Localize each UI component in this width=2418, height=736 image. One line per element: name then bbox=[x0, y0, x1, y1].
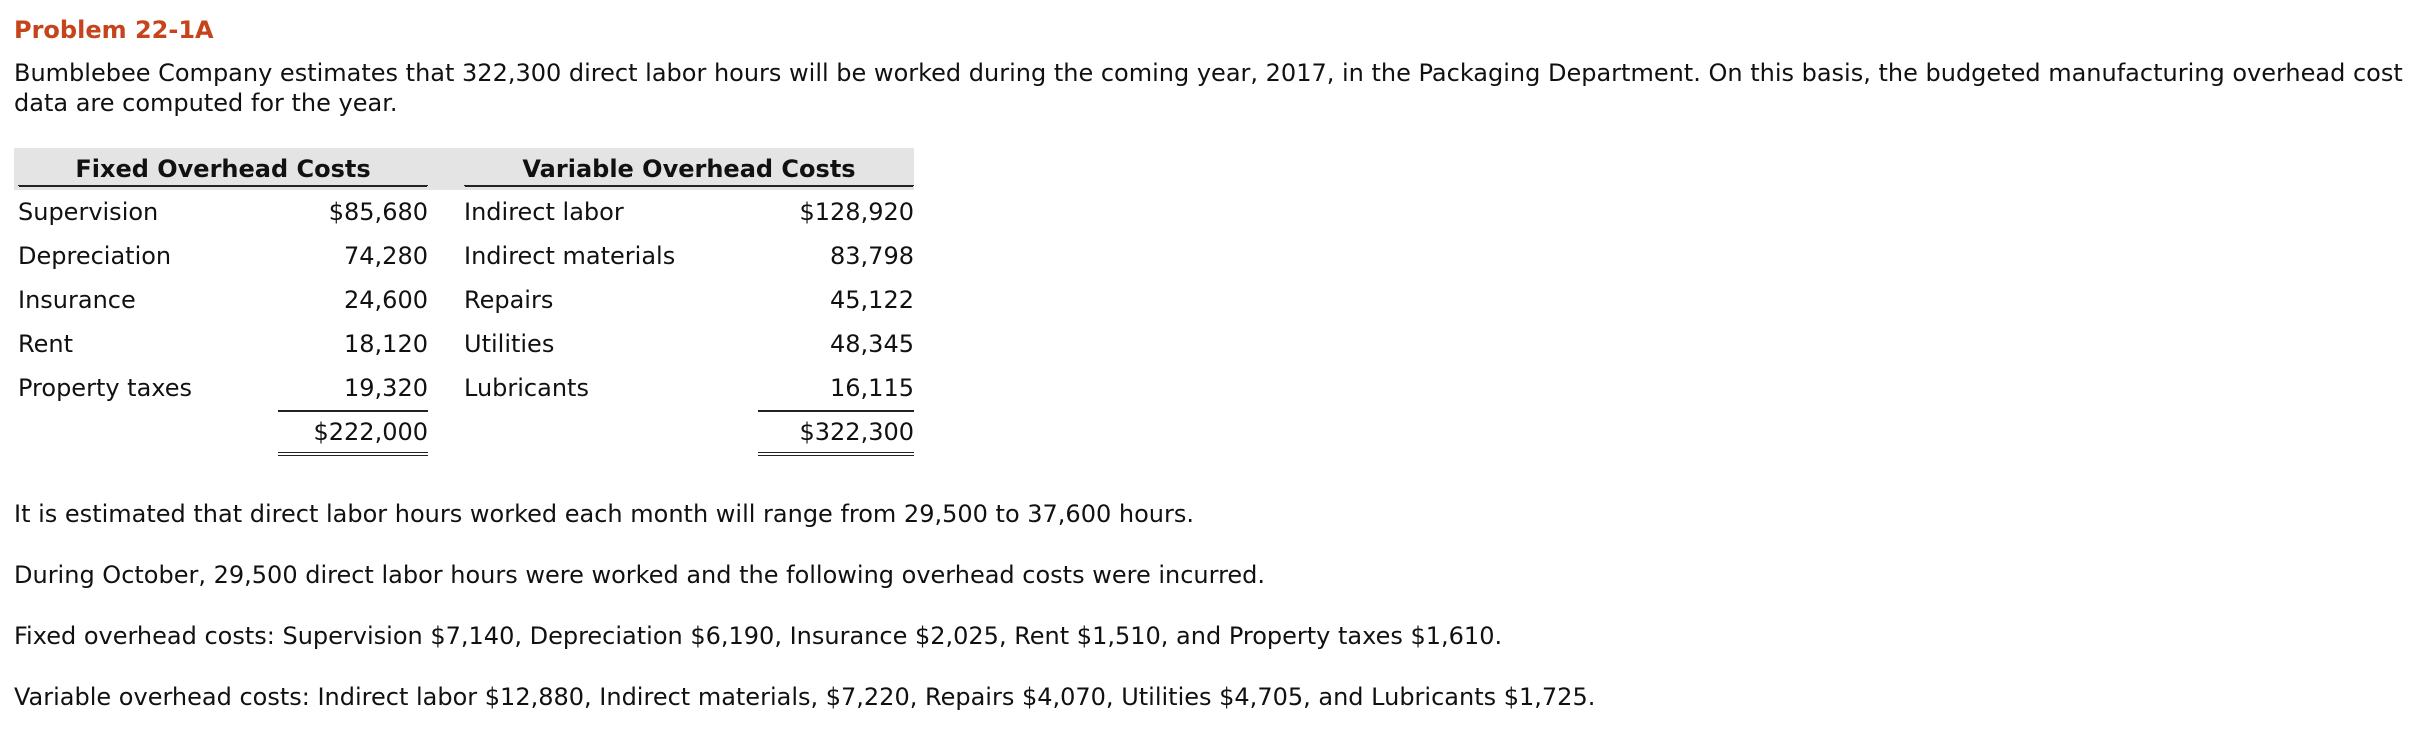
problem-title: Problem 22-1A bbox=[14, 16, 214, 44]
october-paragraph: During October, 29,500 direct labor hours were worked and the following overhead costs were incurred. bbox=[14, 561, 1266, 589]
variable-label: Indirect labor bbox=[464, 198, 624, 226]
variable-label: Repairs bbox=[464, 286, 554, 314]
table-header-row bbox=[14, 148, 914, 190]
table-row bbox=[14, 278, 914, 322]
variable-costs-paragraph: Variable overhead costs: Indirect labor $12,880, Indirect materials, $7,220, Repairs $4,070, Utilities $4,705, and Lubricants $1,725. bbox=[14, 683, 1596, 711]
variable-total: $322,300 bbox=[758, 410, 914, 456]
table-row bbox=[14, 322, 914, 366]
problem-intro: Bumblebee Company estimates that 322,300 direct labor hours will be worked during the coming year, 2017, in the Packaging Department. On this basis, the budgeted manufacturing overhead cost data are computed for the year. bbox=[14, 59, 2403, 117]
variable-value: 48,345 bbox=[830, 330, 914, 358]
fixed-label: Supervision bbox=[18, 198, 159, 226]
variable-label: Lubricants bbox=[464, 374, 589, 402]
variable-value: $128,920 bbox=[799, 198, 914, 226]
fixed-value: 18,120 bbox=[344, 330, 428, 358]
variable-value: 16,115 bbox=[830, 374, 914, 402]
variable-label: Utilities bbox=[464, 330, 555, 358]
fixed-value: 19,320 bbox=[344, 374, 428, 402]
fixed-label: Property taxes bbox=[18, 374, 193, 402]
table-total-row bbox=[14, 410, 914, 456]
variable-label: Indirect materials bbox=[464, 242, 676, 270]
fixed-value: 74,280 bbox=[344, 242, 428, 270]
fixed-label: Rent bbox=[18, 330, 73, 358]
fixed-label: Insurance bbox=[18, 286, 136, 314]
table-row bbox=[14, 234, 914, 278]
variable-value: 45,122 bbox=[830, 286, 914, 314]
variable-value: 83,798 bbox=[830, 242, 914, 270]
fixed-costs-paragraph: Fixed overhead costs: Supervision $7,140, Depreciation $6,190, Insurance $2,025, Rent $1,510, and Property taxes $1,610. bbox=[14, 622, 1503, 650]
fixed-overhead-header: Fixed Overhead Costs bbox=[18, 155, 428, 186]
overhead-cost-table bbox=[14, 148, 914, 456]
fixed-label: Depreciation bbox=[18, 242, 172, 270]
fixed-value: $85,680 bbox=[328, 198, 428, 226]
fixed-total: $222,000 bbox=[278, 410, 428, 456]
fixed-value: 24,600 bbox=[344, 286, 428, 314]
table-row bbox=[14, 190, 914, 234]
variable-overhead-header: Variable Overhead Costs bbox=[464, 155, 914, 186]
table-row bbox=[14, 366, 914, 410]
range-paragraph: It is estimated that direct labor hours worked each month will range from 29,500 to 37,600 hours. bbox=[14, 500, 1194, 528]
